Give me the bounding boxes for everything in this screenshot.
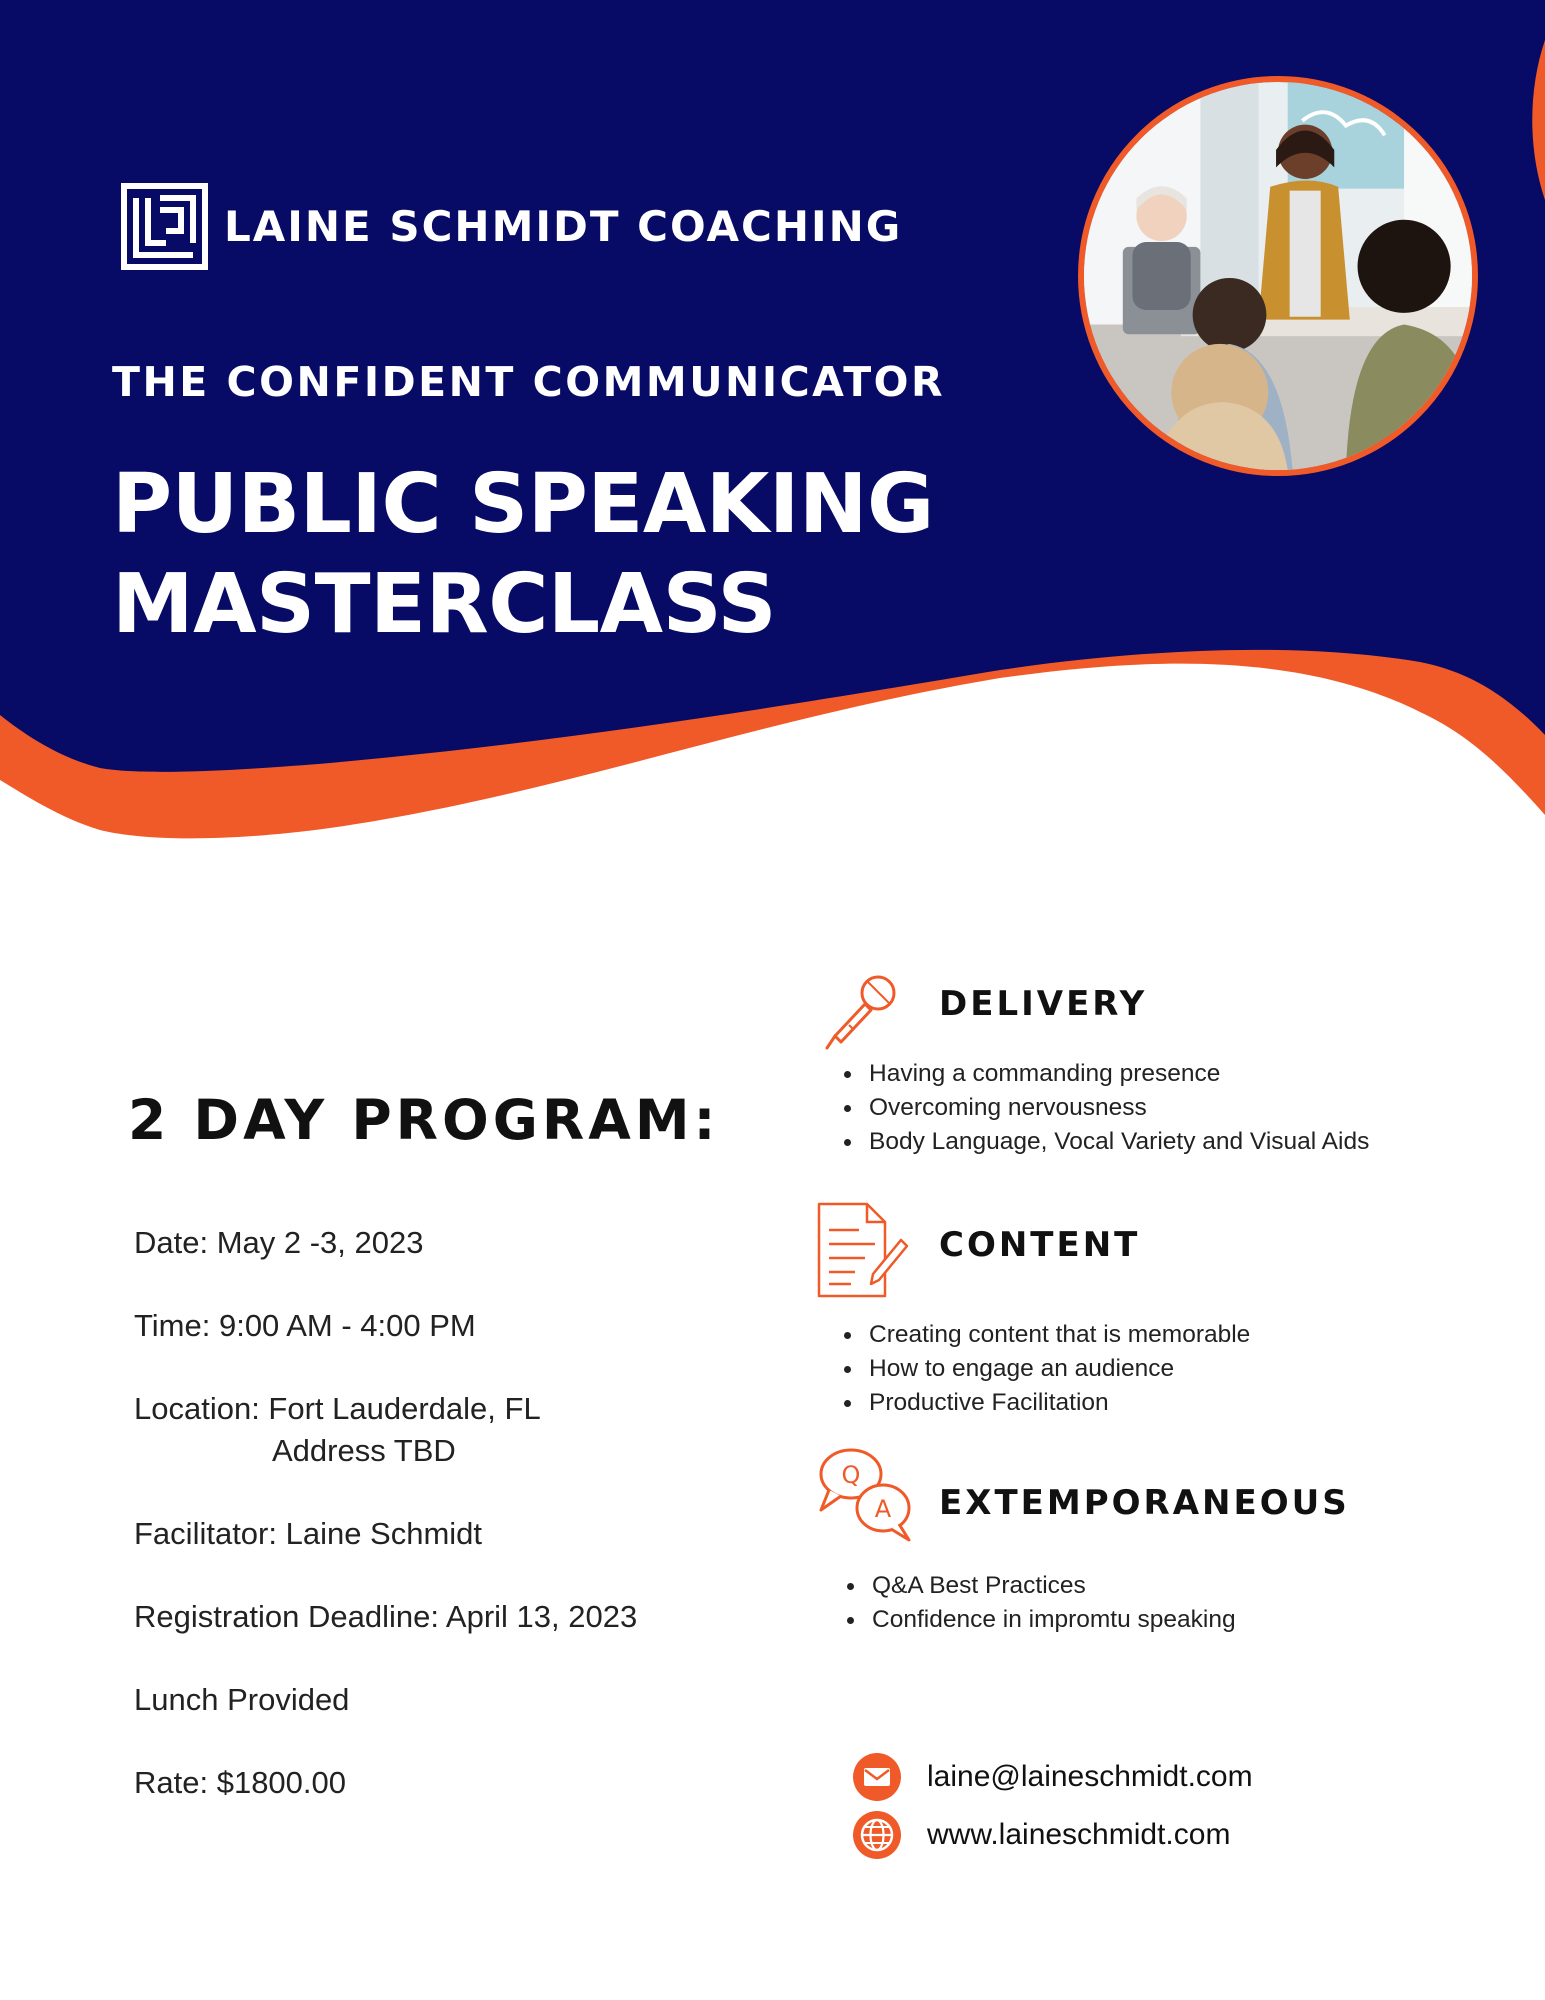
list-item: Overcoming nervousness [840,1091,1369,1125]
brand-logo [121,183,208,270]
content-list [840,1318,1250,1420]
title-line-1: PUBLIC SPEAKING [112,457,934,552]
detail-lunch: Lunch Provided [134,1682,350,1717]
list-item: Having a commanding presence [840,1057,1369,1091]
list-item: Body Language, Vocal Variety and Visual Aids [840,1125,1369,1159]
list-item: Q&A Best Practices [843,1569,1236,1603]
contact-website-row[interactable] [853,1810,1230,1860]
detail-deadline: Registration Deadline: April 13, 2023 [134,1599,638,1634]
list-item: Confidence in impromtu speaking [843,1603,1236,1637]
list-item: How to engage an audience [840,1352,1250,1386]
section-title-content: CONTENT [939,1225,1141,1265]
contact-email[interactable]: laine@laineschmidt.com [927,1760,1253,1793]
title-line-2: MASTERCLASS [112,557,777,652]
microphone-icon [823,972,903,1057]
contact-email-row[interactable] [853,1752,1253,1802]
envelope-icon [853,1753,901,1801]
program-heading: 2 DAY PROGRAM: [128,1088,720,1152]
globe-icon [853,1811,901,1859]
qa-speech-bubbles-icon [813,1446,917,1547]
section-title-delivery: DELIVERY [939,984,1148,1024]
list-item: Productive Facilitation [840,1386,1250,1420]
speaker-photo [1078,76,1478,476]
list-item: Creating content that is memorable [840,1318,1250,1352]
contact-website[interactable]: www.laineschmidt.com [927,1818,1231,1851]
detail-facilitator: Facilitator: Laine Schmidt [134,1516,483,1551]
brand-name: LAINE SCHMIDT COACHING [224,202,903,251]
detail-location: Location: Fort Lauderdale, FL [134,1391,541,1426]
detail-date: Date: May 2 -3, 2023 [134,1225,424,1260]
document-pen-icon [815,1200,910,1305]
program-subtitle: THE CONFIDENT COMMUNICATOR [112,358,946,406]
delivery-list [840,1057,1369,1159]
extemporaneous-list [843,1569,1236,1637]
svg-text:Q: Q [841,1461,861,1489]
detail-rate: Rate: $1800.00 [134,1765,347,1800]
detail-address: Address TBD [272,1433,456,1468]
svg-text:A: A [874,1495,892,1523]
detail-time: Time: 9:00 AM - 4:00 PM [134,1308,476,1343]
page-title [112,455,934,655]
section-title-extemporaneous: EXTEMPORANEOUS [939,1483,1350,1523]
